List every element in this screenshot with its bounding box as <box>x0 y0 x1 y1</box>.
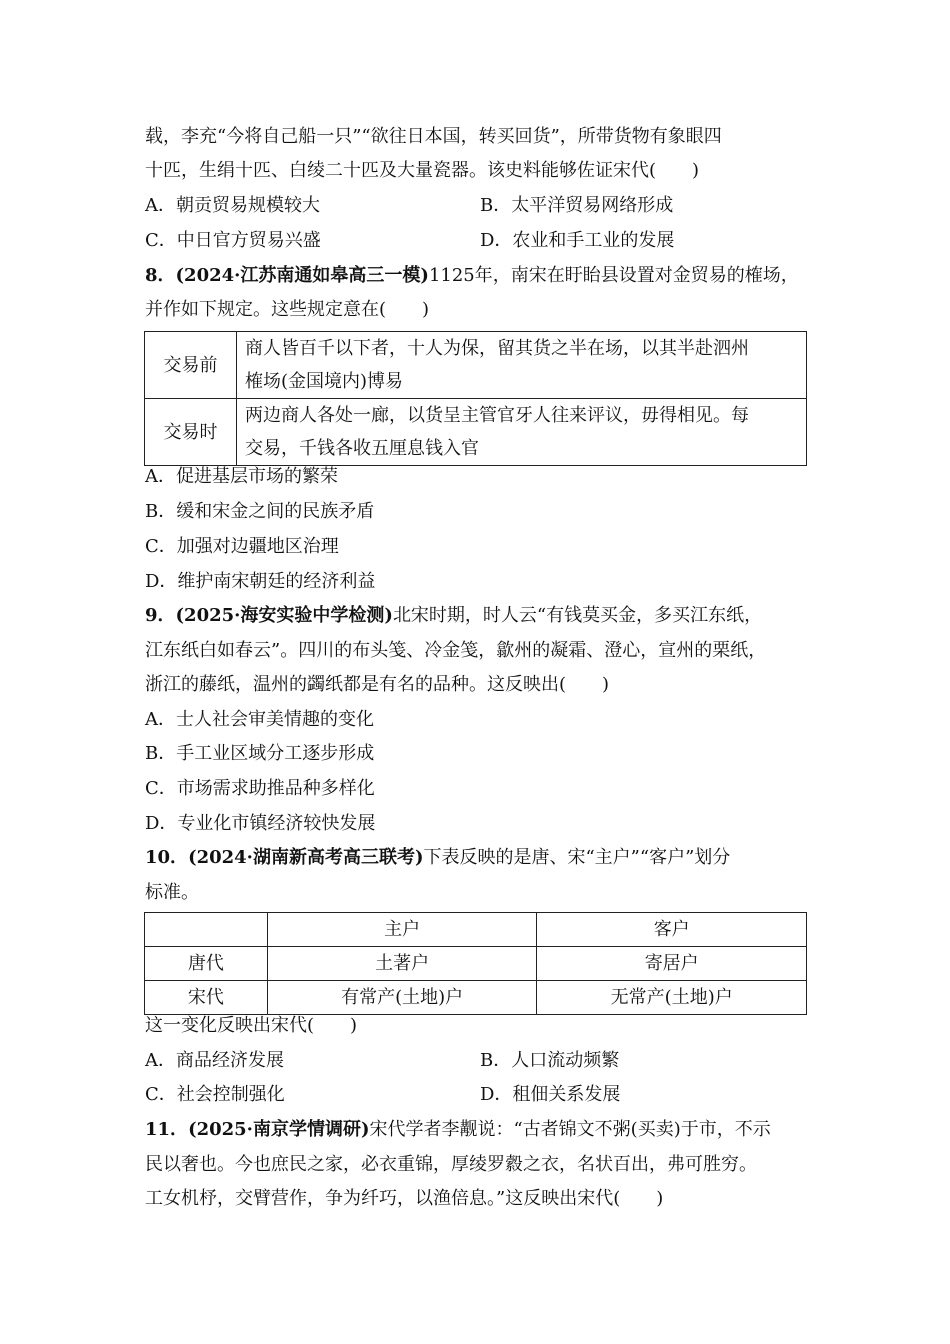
q7-option-a: A．朝贡贸易规模较大 <box>145 195 320 216</box>
q7-stem-line2: 十匹，生绢十匹、白绫二十匹及大量瓷器。该史料能够佐证宋代( ) <box>145 160 700 181</box>
q11-stem-text: 宋代学者李觏说：“古者锦文不粥(买卖)于市，不示 <box>369 1119 771 1140</box>
q11-source: (2025·南京学情调研) <box>188 1119 370 1140</box>
q11-stem-line2: 民以奢也。今也庶民之家，必衣重锦，厚绫罗縠之衣，名状百出，弗可胜穷。 <box>145 1154 757 1175</box>
table-row <box>145 981 807 1015</box>
q9-option-d: D．专业化市镇经济较快发展 <box>145 813 376 834</box>
q8-option-b: B．缓和宋金之间的民族矛盾 <box>145 501 375 522</box>
q8-option-c: C．加强对边疆地区治理 <box>145 536 339 557</box>
q10-option-d: D．租佃关系发展 <box>480 1084 621 1105</box>
q10-cell: 有常产(土地)户 <box>267 981 537 1015</box>
q9-stem-text: 北宋时期，时人云“有钱莫买金，多买江东纸， <box>392 605 763 626</box>
q11-number: 11． <box>145 1119 189 1140</box>
q8-table <box>144 331 807 466</box>
q8-table-label: 交易前 <box>145 332 237 399</box>
q9-number: 9． <box>145 605 176 626</box>
q9-option-c: C．市场需求助推品种多样化 <box>145 778 375 799</box>
table-row <box>145 947 807 981</box>
q9-stem-line2: 江东纸白如春云”。四川的布头笺、冷金笺，歙州的凝霜、澄心，宣州的栗纸， <box>145 640 767 661</box>
q10-option-c: C．社会控制强化 <box>145 1084 285 1105</box>
q11-stem-line3: 工女机杼，交臂营作，争为纤巧，以渔倍息。”这反映出宋代( ) <box>145 1188 664 1209</box>
q10-option-a: A．商品经济发展 <box>145 1050 284 1071</box>
q10-cell: 无常产(土地)户 <box>537 981 807 1015</box>
q8-option-d: D．维护南宋朝廷的经济利益 <box>145 571 376 592</box>
q7-option-c: C．中日官方贸易兴盛 <box>145 230 321 251</box>
q8-stem-text: 1125年，南宋在盱眙县设置对金贸易的榷场， <box>428 265 799 286</box>
q7-option-d: D．农业和手工业的发展 <box>480 230 675 251</box>
q10-cell: 宋代 <box>145 981 268 1015</box>
q10-table <box>144 912 807 1015</box>
q8-number: 8． <box>145 265 176 286</box>
q8-table-text: 商人皆百千以下者，十人为保，留其货之半在场，以其半赴泗州 <box>245 338 750 359</box>
q10-cell: 唐代 <box>145 947 268 981</box>
q10-cell: 土著户 <box>267 947 537 981</box>
q10-stem-line2: 标准。 <box>145 882 199 903</box>
q9-option-b: B．手工业区域分工逐步形成 <box>145 743 375 764</box>
q10-number: 10． <box>145 847 189 868</box>
q8-table-text: 榷场(金国境内)博易 <box>245 371 404 392</box>
q10-stem-line1 <box>145 846 730 870</box>
table-header-row <box>145 913 807 947</box>
q8-stem-line2: 并作如下规定。这些规定意在( ) <box>145 299 430 320</box>
q11-stem-line1 <box>145 1118 771 1142</box>
q8-source: (2024·江苏南通如皋高三一模) <box>175 265 429 286</box>
q10-cell: 寄居户 <box>537 947 807 981</box>
q10-stem-line3: 这一变化反映出宋代( ) <box>145 1015 358 1036</box>
q8-stem-line1 <box>145 264 799 288</box>
q8-table-cell <box>237 399 807 466</box>
table-row <box>145 332 807 399</box>
q9-source: (2025·海安实验中学检测) <box>175 605 393 626</box>
q7-option-b: B．太平洋贸易网络形成 <box>480 195 674 216</box>
q10-source: (2024·湖南新高考高三联考) <box>188 847 424 868</box>
q10-option-b: B．人口流动频繁 <box>480 1050 620 1071</box>
q8-table-label: 交易时 <box>145 399 237 466</box>
q7-stem-line1: 载，李充“今将自己船一只”“欲往日本国，转买回货”，所带货物有象眼四 <box>145 126 722 147</box>
q9-stem-line1 <box>145 604 762 628</box>
q10-header-cell: 客户 <box>537 913 807 947</box>
q8-table-text: 交易，千钱各收五厘息钱入官 <box>245 438 480 459</box>
q8-table-text: 两边商人各处一廊，以货呈主管官牙人往来评议，毋得相见。每 <box>245 405 750 426</box>
q9-option-a: A．士人社会审美情趣的变化 <box>145 709 374 730</box>
q8-table-cell <box>237 332 807 399</box>
q10-stem-text: 下表反映的是唐、宋“主户”“客户”划分 <box>423 847 731 868</box>
q10-header-cell <box>145 913 268 947</box>
q9-stem-line3: 浙江的藤纸，温州的蠲纸都是有名的品种。这反映出( ) <box>145 674 610 695</box>
table-row <box>145 399 807 466</box>
q10-header-cell: 主户 <box>267 913 537 947</box>
q8-option-a: A．促进基层市场的繁荣 <box>145 466 338 487</box>
